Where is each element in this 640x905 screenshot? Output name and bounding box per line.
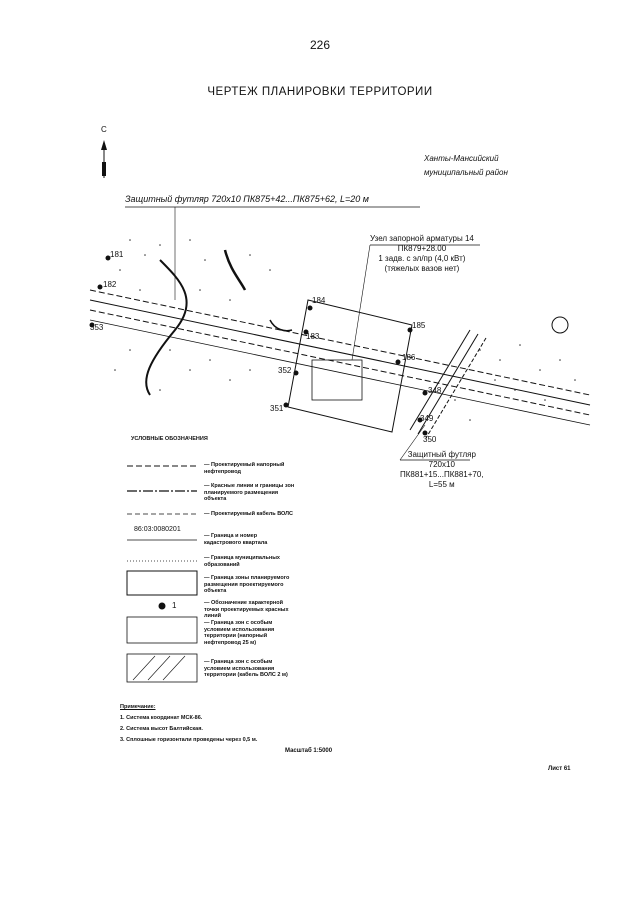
notes-heading: Примечание: xyxy=(120,704,156,710)
case2-line-1: Защитный футляр xyxy=(407,450,476,459)
legend-item xyxy=(204,575,289,595)
point-label: 350 xyxy=(423,435,437,444)
scale-label: Масштаб 1:5000 xyxy=(285,748,333,754)
legend-text: линий xyxy=(204,613,221,619)
legend-item xyxy=(204,659,288,679)
point-label: 348 xyxy=(428,386,442,395)
page-number: 226 xyxy=(309,38,331,52)
case2-line-3: ПК881+15...ПК881+70, xyxy=(400,470,484,479)
legend-text: — Проектируемый напорный xyxy=(204,462,285,468)
legend-symbols xyxy=(127,466,197,682)
legend-item xyxy=(204,462,284,475)
legend-text: нефтепровод 25 м) xyxy=(204,639,257,646)
point-label: 352 xyxy=(278,366,292,375)
note-item: 3. Сплошные горизонтали проведены через 0,5 м. xyxy=(120,737,258,743)
case2-line-2: 720х10 xyxy=(428,460,455,469)
legend-text: — Граница муниципальных xyxy=(204,555,280,561)
legend-text: размещения проектируемого xyxy=(204,581,284,588)
legend-item xyxy=(204,555,280,568)
legend-point-number: 1 xyxy=(172,601,177,610)
valve-line-2: ПК879+28.00 xyxy=(397,244,447,253)
page-title: ЧЕРТЕЖ ПЛАНИРОВКИ ТЕРРИТОРИИ xyxy=(207,86,433,98)
case1-label: Защитный футляр 720х10 ПК875+42...ПК875+62, L=20 м xyxy=(125,194,369,204)
legend-text: — Обозначение характерной xyxy=(204,600,283,606)
valve-label xyxy=(370,234,474,274)
point-label: 186 xyxy=(402,353,416,362)
legend-item xyxy=(204,483,294,503)
legend-text: точки проектируемых красных xyxy=(204,606,289,613)
legend-text: — Граница зон с особым xyxy=(204,620,273,626)
legend-heading: УСЛОВНЫЕ ОБОЗНАЧЕНИЯ xyxy=(131,436,208,442)
legend-text: условием использования xyxy=(204,626,275,633)
legend-text: планируемого размещения xyxy=(204,489,279,496)
north-arrow-icon xyxy=(101,140,107,178)
legend-text: нефтепровод xyxy=(204,468,242,475)
point-label: 182 xyxy=(103,280,117,289)
stream xyxy=(146,260,186,395)
sheet-number: Лист 61 xyxy=(548,766,571,772)
note-item: 1. Система координат МСК-86. xyxy=(120,715,203,721)
planning-zone xyxy=(288,300,412,432)
legend-item xyxy=(204,600,289,620)
cadastral-number: 86:03:0080201 xyxy=(134,526,181,533)
region-line-2: муниципальный район xyxy=(424,168,508,177)
point-label: 349 xyxy=(420,414,434,423)
legend-text: — Красные линии и границы зон xyxy=(204,483,295,489)
legend-text: — Граница и номер xyxy=(204,533,258,539)
north-label: С xyxy=(101,125,107,134)
point-label: 351 xyxy=(270,404,284,413)
region-line-1: Ханты-Мансийский xyxy=(424,154,499,163)
legend-item xyxy=(204,511,293,518)
point-label: 184 xyxy=(312,296,326,305)
pipeline-corridor xyxy=(90,290,590,425)
case2-label xyxy=(400,450,484,490)
legend-text: территории (напорный xyxy=(204,633,268,639)
case2-line-4: L=55 м xyxy=(428,480,455,489)
legend-text: образований xyxy=(204,561,240,568)
legend-item xyxy=(204,620,274,646)
legend-text: — Проектируемый кабель ВОЛС xyxy=(204,511,293,517)
notes xyxy=(120,702,257,746)
legend-text: территории (кабель ВОЛС 2 м) xyxy=(204,672,288,678)
valve-line-3: 1 задв. с эл/пр (4,0 кВт) xyxy=(378,254,466,263)
legend-text: — Граница зон с особым xyxy=(204,659,273,665)
note-item: 2. Система высот Балтийская. xyxy=(120,726,203,732)
legend-text: кадастрового квартала xyxy=(204,539,268,546)
point-label: 183 xyxy=(306,332,320,341)
point-label: 353 xyxy=(90,323,104,332)
legend-text: условием использования xyxy=(204,665,275,672)
point-label: 185 xyxy=(412,321,426,330)
valve-line-1: Узел запорной арматуры 14 xyxy=(370,234,474,243)
valve-line-4: (тяжелых вазов нет) xyxy=(384,264,460,273)
legend-item xyxy=(204,533,267,546)
region-label xyxy=(424,152,508,180)
point-label: 181 xyxy=(110,250,124,259)
legend-text: объекта xyxy=(204,588,227,594)
legend-text: — Граница зоны планируемого xyxy=(204,575,290,581)
legend-text: объекта xyxy=(204,496,227,502)
